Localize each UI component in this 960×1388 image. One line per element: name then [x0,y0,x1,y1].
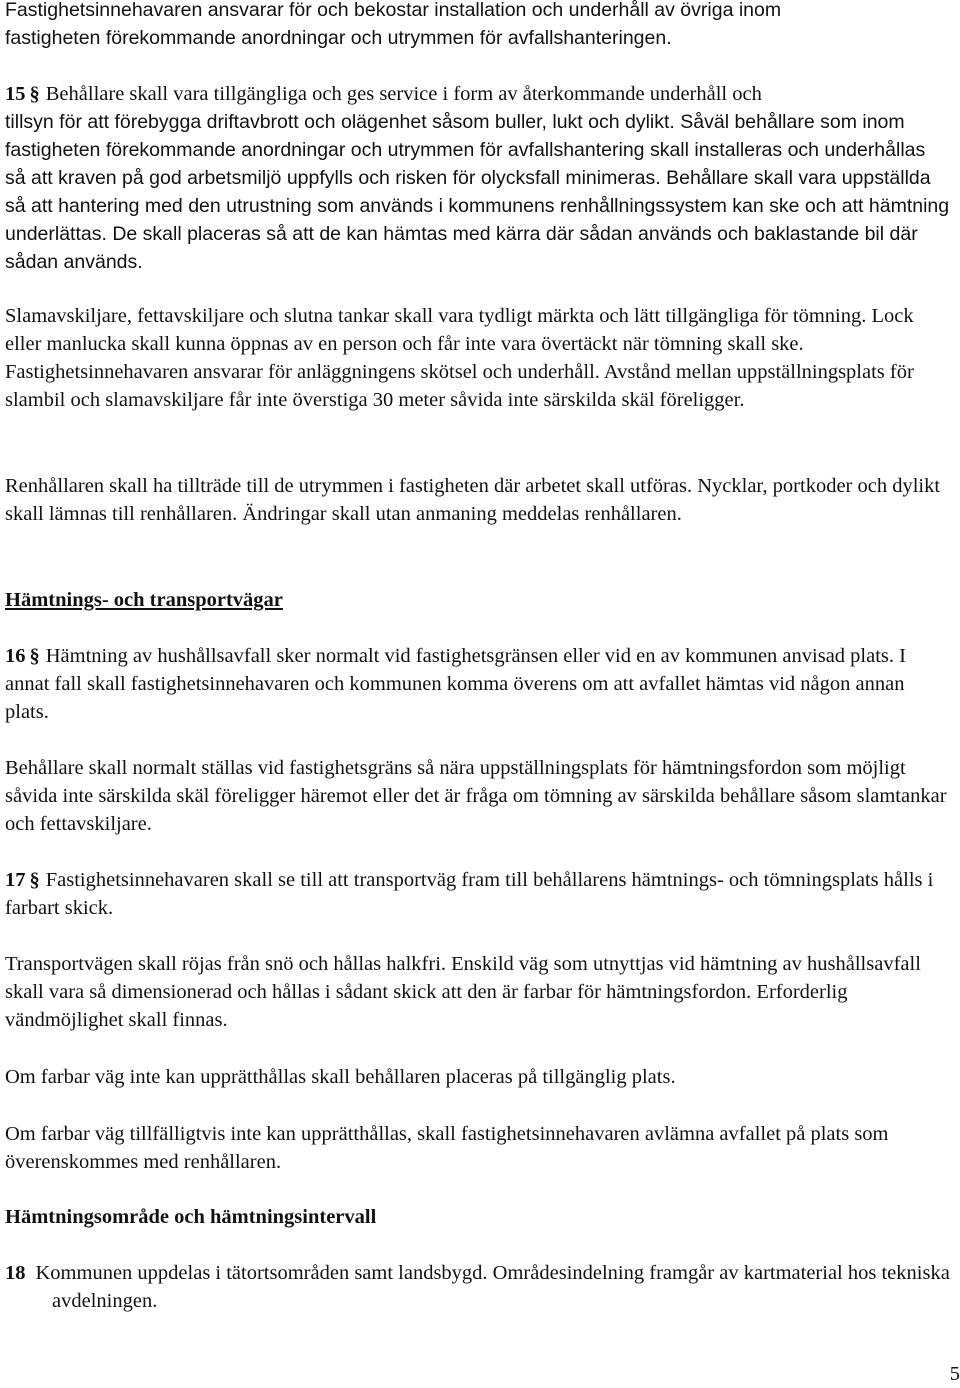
paragraph-16 [5,642,950,726]
paragraph-number: 18 [5,1262,26,1284]
paragraph-18-text: Kommunen uppdelas i tätortsområden samt landsbygd. Områdesindelning framgår av kartmaterial hos tekniska avdelningen. [35,1262,950,1312]
paragraph-behallare: Behållare skall normalt ställas vid fastighetsgräns så nära uppställningsplats för hämtningsfordon som möjligt såvida inte särskilda skäl föreligger häremot eller det är fråga om tömning av särskilda behållare såsom slamtankar och fettavskiljare. [5,757,947,835]
paragraph-15-text-sans: tillsyn för att förebygga driftavbrott och olägenhet såsom buller, lukt och dylikt. Såväl behållare som inom fastigheten förekommande anordningar och utrymmen för avfallshantering skall installeras och underhållas så att kraven på god arbetsmiljö uppfylls och risken för olycksfall minimeras. Behållare skall vara uppställda så att hantering med den utrustning som används i kommunens renhållningssystem kan ske och att hämtning underlättas. De skall placeras så att de kan hämtas med kärra där sådan används och baklastande bil där sådan används. [5,111,950,273]
paragraph-slamavskiljare: Slamavskiljare, fettavskiljare och slutna tankar skall vara tydligt märkta och lätt tillgängliga för tömning. Lock eller manlucka skall kunna öppnas av en person och får inte vara övertäckt när tömning skall ske. Fastighetsinnehavaren ansvarar för anläggningens skötsel och underhåll. Avstånd mellan uppställningsplats för slambil och slamavskiljare får inte överstiga 30 meter såvida inte särskilda skäl föreligger. [5,305,914,411]
paragraph-renhallaren: Renhållaren skall ha tillträde till de utrymmen i fastigheten där arbetet skall utföras. Nycklar, portkoder och dylikt skall lämnas till renhållaren. Ändringar skall utan anmaning meddelas renhållaren. [5,475,941,525]
paragraph-18 [5,1259,960,1315]
paragraph-transportvagen: Transportvägen skall röjas från snö och hållas halkfri. Enskild väg som utnyttjas vid hämtning av hushållsavfall skall vara så dimensionerad och hållas i sådant skick att den är farbar för hämtningsfordon. Erforderlig vändmöjlighet skall finnas. [5,953,921,1031]
paragraph-16-text: Hämtning av hushållsavfall sker normalt vid fastighetsgränsen eller vid en av kommunen anvisad plats. I annat fall skall fastighetsinnehavaren och kommunen komma överens om att avfallet hämtas vid någon annan plats. [5,645,906,723]
section-sign-icon: § [29,83,40,105]
heading-hamtningsomrade: Hämtningsområde och hämtningsintervall [5,1206,377,1228]
section-sign-icon: § [29,869,40,891]
paragraph-15-text-serif: Behållare skall vara tillgängliga och ges service i form av återkommande underhåll och [45,83,762,105]
paragraph-intro [5,0,950,52]
page-number: 5 [949,1363,960,1385]
paragraph-number: 15 [5,83,26,105]
paragraph-17 [5,866,950,922]
intro-line-1: Fastighetsinnehavaren ansvarar för och bekostar installation och underhåll av övriga inom [5,0,782,21]
paragraph-om-farbar-vag-tillfalligt: Om farbar väg tillfälligtvis inte kan upprätthållas, skall fastighetsinnehavaren avlämna avfallet på plats som överenskommes med renhållaren. [5,1123,889,1173]
paragraph-om-farbar-vag: Om farbar väg inte kan upprätthållas skall behållaren placeras på tillgänglig plats. [5,1066,676,1088]
paragraph-number: 17 [5,869,26,891]
section-sign-icon: § [29,645,40,667]
paragraph-15 [5,80,950,276]
paragraph-number: 16 [5,645,26,667]
heading-hamtnings-och-transportvagar: Hämtnings- och transportvägar [5,589,283,611]
intro-line-2: fastigheten förekommande anordningar och utrymmen för avfallshanteringen. [5,27,672,49]
paragraph-17-text: Fastighetsinnehavaren skall se till att transportväg fram till behållarens hämtnings- och tömningsplats hålls i farbart skick. [5,869,934,919]
